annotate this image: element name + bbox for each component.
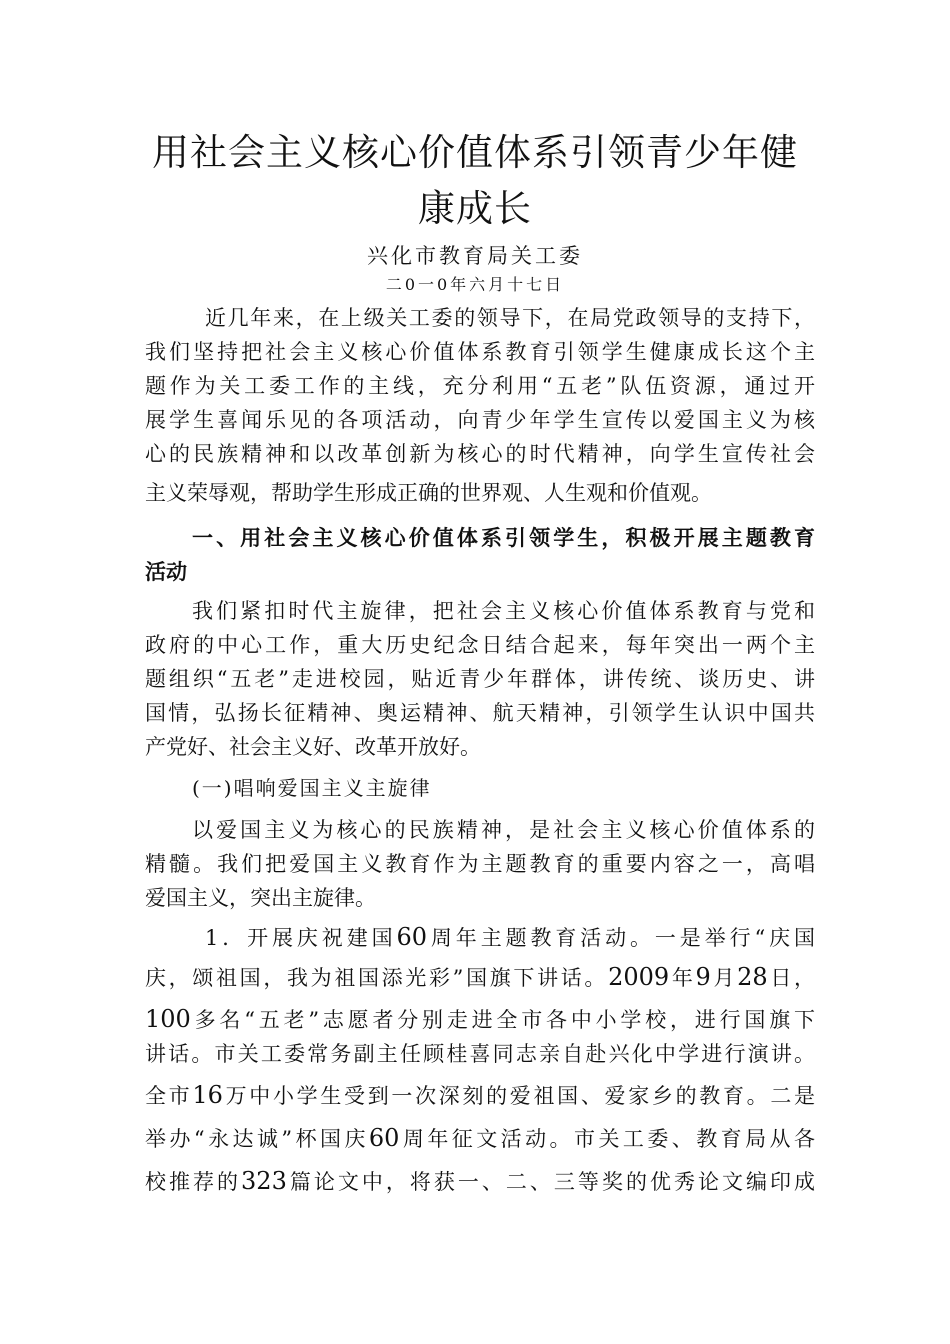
document-title-line-2: 康成长 [418,187,532,230]
item-1-text: 篇论文中，将获一、二、三等奖的优秀论文编印成 [286,1170,816,1194]
item-1-text: 1．开展庆祝建国 [205,926,397,950]
intro-line-4: 展学生喜闻乐见的各项活动，向青少年学生宣传以爱国主义为核 [145,408,815,432]
item-1-text: 周年主题教育活动。一是举行“庆国 [427,926,815,950]
section-1-heading-line-2: 活动 [145,560,187,584]
intro-line-3: 题作为关工委工作的主线，充分利用“五老”队伍资源，通过开 [145,374,815,398]
item-1-number: 323 [241,1167,287,1195]
item-1-text: 年 [669,966,696,990]
item-1-line-4: 讲话。市关工委常务副主任顾桂喜同志亲自赴兴化中学进行演讲。 [145,1042,815,1066]
item-1-line-6 [145,1123,815,1153]
item-1-line-2 [145,962,815,992]
item-1-text: 周年征文活动。市关工委、教育局从各 [399,1127,815,1151]
item-1-day: 28 [737,963,768,991]
item-1-text: 校推荐的 [145,1170,242,1194]
subsection-1-body-line-3: 爱国主义，突出主旋律。 [145,886,376,910]
intro-line-5: 心的民族精神和以改革创新为核心的时代精神，向学生宣传社会 [145,442,815,466]
document-date: 二0一0年六月十七日 [385,275,565,294]
item-1-line-5 [145,1080,815,1110]
intro-line-6: 主义荣辱观，帮助学生形成正确的世界观、人生观和价值观。 [145,481,712,505]
intro-line-1: 近几年来，在上级关工委的领导下，在局党政领导的支持下， [205,306,815,330]
section-1-body-line-4: 国情，弘扬长征精神、奥运精神、航天精神，引领学生认识中国共 [145,701,815,725]
item-1-text: 万中小学生受到一次深刻的爱祖国、爱家乡的教育。二是 [222,1084,816,1108]
item-1-number: 60 [396,923,428,951]
section-1-body-line-1: 我们紧扣时代主旋律，把社会主义核心价值体系教育与党和 [192,599,815,623]
item-1-number: 60 [368,1124,400,1152]
item-1-text: 月 [710,966,738,990]
section-1-body-line-2: 政府的中心工作，重大历史纪念日结合起来，每年突出一两个主 [145,633,815,657]
subsection-1-body-line-2: 精髓。我们把爱国主义教育作为主题教育的重要内容之一，高唱 [145,852,815,876]
item-1-number: 100 [145,1005,191,1033]
section-1-body-line-3: 题组织“五老”走进校园，贴近青少年群体，讲传统、谈历史、讲 [145,667,815,691]
subsection-1-body-line-1: 以爱国主义为核心的民族精神，是社会主义核心价值体系的 [192,818,815,842]
item-1-text: 多名“五老”志愿者分别走进全市各中小学校，进行国旗下 [190,1008,815,1032]
section-1-body-line-5: 产党好、社会主义好、改革开放好。 [145,735,481,759]
item-1-month: 9 [695,963,711,991]
section-1-heading-line-1: 一、用社会主义核心价值体系引领学生，积极开展主题教育 [192,526,815,550]
item-1-year: 2009 [608,963,670,991]
item-1-line-3 [145,1004,815,1034]
item-1-text: 日， [767,966,816,990]
item-1-text: 举办“永达诚”杯国庆 [145,1127,369,1151]
item-1-text: 庆，颂祖国，我为祖国添光彩”国旗下讲话。 [145,966,609,990]
document-title-line-1: 用社会主义核心价值体系引领青少年健 [152,131,798,174]
item-1-text: 全市 [145,1084,193,1108]
item-1-line-1 [205,922,815,952]
item-1-line-7 [145,1166,815,1196]
item-1-number: 16 [192,1081,223,1109]
document-author: 兴化市教育局关工委 [367,244,583,268]
intro-line-2: 我们坚持把社会主义核心价值体系教育引领学生健康成长这个主 [145,340,815,364]
subsection-1-heading: (一)唱响爱国主义主旋律 [192,776,432,800]
